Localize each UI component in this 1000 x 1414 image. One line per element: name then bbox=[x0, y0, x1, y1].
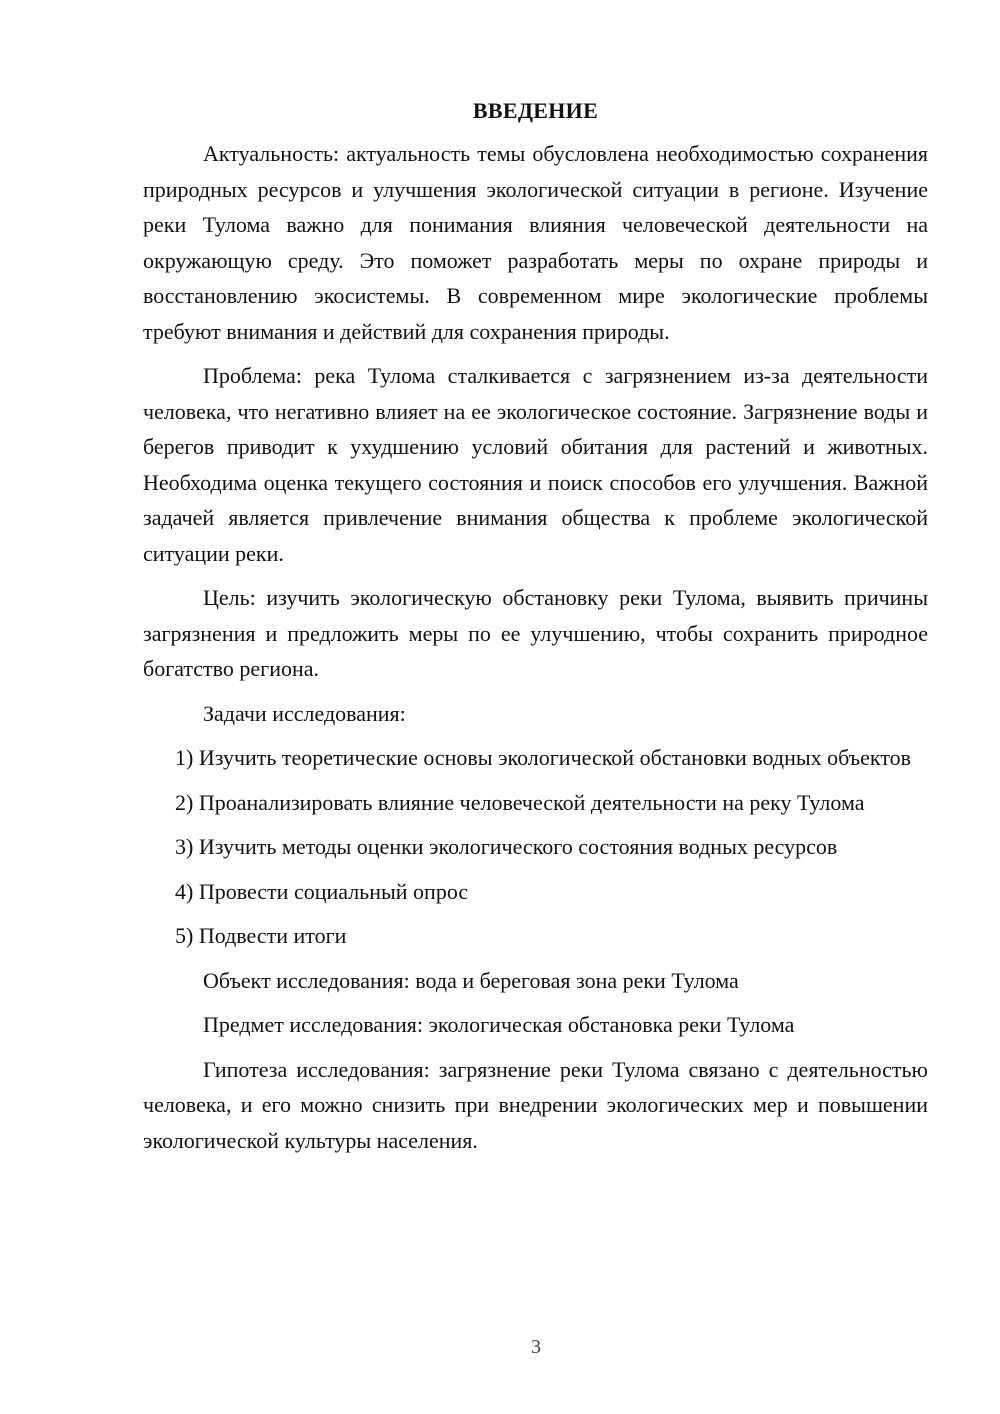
task-item-3: 3) Изучить методы оценки экологического состояния водных ресурсов bbox=[175, 834, 838, 859]
document-body bbox=[143, 92, 928, 1167]
tasks-heading: Задачи исследования: bbox=[203, 700, 406, 726]
paragraph-hypothesis: Гипотеза исследования: загрязнение реки Тулома связано с деятельностью человека, и его можно снизить при внедрении экологических мер и повышении экологической культуры населения. bbox=[143, 1056, 928, 1153]
task-item-5: 5) Подвести итоги bbox=[175, 923, 347, 948]
task-item-2: 2) Проанализировать влияние человеческой деятельности на реку Тулома bbox=[175, 789, 865, 815]
task-item-1: 1) Изучить теоретические основы экологической обстановки водных объектов bbox=[175, 745, 912, 770]
section-title: ВВЕДЕНИЕ bbox=[472, 98, 599, 123]
paragraph-problem: Проблема: река Тулома сталкивается с загрязнением из-за деятельности человека, что негативно влияет на ее экологическое состояние. Загрязнение воды и берегов приводит к ухудшению условий обитания для растений и животных. Необходима оценка текущего состояния и поиск способов его улучшения. Важной задачей является привлечение внимания общества к проблеме экологической ситуации реки. bbox=[143, 363, 928, 566]
paragraph-subject: Предмет исследования: экологическая обстановка реки Тулома bbox=[203, 1012, 795, 1037]
page-number: 3 bbox=[531, 1336, 541, 1358]
paragraph-goal: Цель: изучить экологическую обстановку реки Тулома, выявить причины загрязнения и предложить меры по ее улучшению, чтобы сохранить природное богатство региона. bbox=[143, 585, 928, 681]
paragraph-relevance: Актуальность: актуальность темы обусловлена необходимостью сохранения природных ресурсов и улучшения экологической ситуации в регионе. Изучение реки Тулома важно для понимания влияния человеческой деятельности на окружающую среду. Это поможет разработать меры по охране природы и восстановлению экосистемы. В современном мире экологические проблемы требуют внимания и действий для сохранения природы. bbox=[143, 141, 928, 344]
task-item-4: 4) Провести социальный опрос bbox=[175, 878, 469, 904]
paragraph-object: Объект исследования: вода и береговая зона реки Тулома bbox=[203, 967, 739, 993]
